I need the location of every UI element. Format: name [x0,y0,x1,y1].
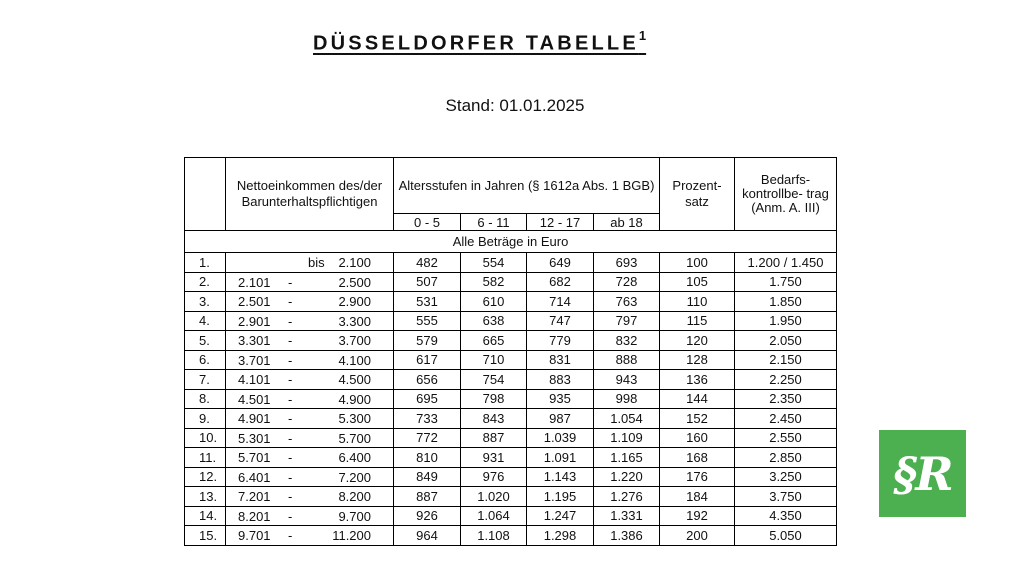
percent-value: 184 [660,487,735,507]
amount-age-12-17: 1.143 [527,467,594,487]
income-range [226,448,394,468]
income-bis: bis [308,255,325,270]
percent-value: 200 [660,526,735,546]
row-number: 4. [185,311,226,331]
income-to: 4.500 [338,372,371,387]
table-row [185,467,837,487]
table-row [185,311,837,331]
income-range [226,389,394,409]
income-dash: - [288,313,293,329]
income-range [226,487,394,507]
amount-age-6-11: 1.108 [461,526,527,546]
row-number: 8. [185,389,226,409]
amount-age-6-11: 754 [461,370,527,390]
header-age-groups: Altersstufen in Jahren (§ 1612a Abs. 1 BGB) [394,158,660,214]
age-col-2: 12 - 17 [527,214,594,231]
bedarf-value: 1.200 / 1.450 [735,253,837,273]
row-number: 2. [185,272,226,292]
row-number: 5. [185,331,226,351]
income-dash: - [288,294,293,309]
amount-age-6-11: 638 [461,311,527,331]
income-dash: - [288,391,293,407]
amount-age-6-11: 554 [461,253,527,273]
income-range [226,428,394,448]
amount-age-18: 1.386 [594,526,660,546]
amount-age-18: 1.331 [594,506,660,526]
income-to: 2.500 [338,274,371,290]
title-footnote: 1 [638,28,647,43]
income-range [226,311,394,331]
amount-age-6-11: 843 [461,409,527,429]
income-range [226,526,394,546]
bedarf-value: 5.050 [735,526,837,546]
amount-age-0-5: 695 [394,389,461,409]
bedarf-value: 1.950 [735,311,837,331]
income-dash: - [288,528,293,543]
row-number: 3. [185,292,226,312]
bedarf-value: 2.150 [735,350,837,370]
bedarf-value: 2.050 [735,331,837,351]
amount-age-0-5: 482 [394,253,461,273]
currency-note: Alle Beträge in Euro [185,231,837,253]
table-row [185,389,837,409]
amount-age-0-5: 507 [394,272,461,292]
amount-age-18: 998 [594,389,660,409]
income-from: 3.301 [238,333,271,348]
bedarf-value: 2.850 [735,448,837,468]
amount-age-18: 1.220 [594,467,660,487]
header-percent: Prozent- satz [660,158,735,231]
table-row [185,292,837,312]
amount-age-12-17: 1.091 [527,448,594,468]
age-col-3: ab 18 [594,214,660,231]
amount-age-0-5: 733 [394,409,461,429]
amount-age-18: 832 [594,331,660,351]
income-range [226,272,394,292]
amount-age-6-11: 798 [461,389,527,409]
amount-age-18: 693 [594,253,660,273]
amount-age-12-17: 1.247 [527,506,594,526]
income-to: 5.300 [338,411,371,426]
amount-age-0-5: 849 [394,467,461,487]
age-col-1: 6 - 11 [461,214,527,231]
header-bedarf: Bedarfs- kontrollbe- trag (Anm. A. III) [735,158,837,231]
amount-age-12-17: 935 [527,389,594,409]
income-from: 9.701 [238,528,271,543]
bedarf-value: 2.250 [735,370,837,390]
amount-age-12-17: 831 [527,350,594,370]
amount-age-12-17: 649 [527,253,594,273]
income-dash: - [288,508,293,524]
income-dash: - [288,489,293,504]
amount-age-18: 1.054 [594,409,660,429]
income-to: 11.200 [332,528,371,543]
title-text: DÜSSELDORFER TABELLE [313,32,639,55]
amount-age-18: 943 [594,370,660,390]
row-number: 1. [185,253,226,273]
row-number: 7. [185,370,226,390]
amount-age-6-11: 582 [461,272,527,292]
amount-age-18: 1.276 [594,487,660,507]
income-range [226,506,394,526]
income-from: 6.401 [238,469,271,485]
percent-value: 115 [660,311,735,331]
amount-age-12-17: 714 [527,292,594,312]
bedarf-value: 2.450 [735,409,837,429]
income-range [226,253,394,273]
percent-value: 144 [660,389,735,409]
percent-value: 110 [660,292,735,312]
income-from: 2.501 [238,294,271,309]
stand-date: Stand: 01.01.2025 [445,96,585,115]
percent-value: 168 [660,448,735,468]
duesseldorfer-table [184,157,837,546]
income-to: 4.900 [338,391,371,407]
income-from: 7.201 [238,489,271,504]
row-number: 12. [185,467,226,487]
income-dash: - [288,352,293,368]
logo-text: §R [893,446,952,501]
amount-age-6-11: 887 [461,428,527,448]
amount-age-18: 763 [594,292,660,312]
amount-age-12-17: 1.195 [527,487,594,507]
table-row [185,331,837,351]
bedarf-value: 2.350 [735,389,837,409]
income-range [226,292,394,312]
amount-age-18: 1.109 [594,428,660,448]
percent-value: 152 [660,409,735,429]
income-to: 3.300 [338,313,371,329]
amount-age-12-17: 1.039 [527,428,594,448]
percent-value: 120 [660,331,735,351]
table-row [185,253,837,273]
amount-age-6-11: 665 [461,331,527,351]
amount-age-0-5: 810 [394,448,461,468]
income-from: 8.201 [238,508,271,524]
amount-age-0-5: 926 [394,506,461,526]
amount-age-0-5: 579 [394,331,461,351]
income-to: 6.400 [338,450,371,465]
amount-age-6-11: 1.064 [461,506,527,526]
income-dash: - [288,430,293,446]
amount-age-12-17: 1.298 [527,526,594,546]
table-row [185,272,837,292]
bedarf-value: 1.750 [735,272,837,292]
percent-value: 160 [660,428,735,448]
row-number: 10. [185,428,226,448]
header-number [185,158,226,231]
percent-value: 100 [660,253,735,273]
table-row [185,448,837,468]
income-range [226,409,394,429]
income-range [226,350,394,370]
income-dash: - [288,411,293,426]
amount-age-12-17: 682 [527,272,594,292]
amount-age-18: 797 [594,311,660,331]
income-to: 4.100 [338,352,371,368]
table-row [185,487,837,507]
amount-age-6-11: 976 [461,467,527,487]
amount-age-0-5: 964 [394,526,461,546]
row-number: 6. [185,350,226,370]
income-to: 3.700 [338,333,371,348]
sr-logo [879,430,966,517]
row-number: 11. [185,448,226,468]
amount-age-6-11: 1.020 [461,487,527,507]
percent-value: 192 [660,506,735,526]
percent-value: 128 [660,350,735,370]
amount-age-18: 888 [594,350,660,370]
amount-age-12-17: 747 [527,311,594,331]
income-to: 9.700 [338,508,371,524]
income-range [226,467,394,487]
income-to: 2.100 [338,255,371,270]
bedarf-value: 4.350 [735,506,837,526]
header-income: Nettoeinkommen des/der Barunterhaltspflichtigen [226,158,394,231]
percent-value: 105 [660,272,735,292]
row-number: 14. [185,506,226,526]
income-from: 4.101 [238,372,271,387]
amount-age-6-11: 710 [461,350,527,370]
income-dash: - [288,469,293,485]
table-row [185,409,837,429]
income-from: 5.701 [238,450,271,465]
amount-age-18: 728 [594,272,660,292]
table-row [185,526,837,546]
amount-age-0-5: 887 [394,487,461,507]
table-row [185,350,837,370]
page-title [313,30,646,56]
row-number: 9. [185,409,226,429]
income-dash: - [288,333,293,348]
bedarf-value: 1.850 [735,292,837,312]
amount-age-6-11: 610 [461,292,527,312]
income-to: 8.200 [338,489,371,504]
table-row [185,370,837,390]
amount-age-0-5: 656 [394,370,461,390]
bedarf-value: 2.550 [735,428,837,448]
income-to: 2.900 [338,294,371,309]
bedarf-value: 3.750 [735,487,837,507]
income-from: 2.101 [238,274,271,290]
amount-age-12-17: 987 [527,409,594,429]
income-range [226,370,394,390]
amount-age-12-17: 779 [527,331,594,351]
income-dash: - [288,274,293,290]
amount-age-6-11: 931 [461,448,527,468]
amount-age-0-5: 617 [394,350,461,370]
amount-age-18: 1.165 [594,448,660,468]
amount-age-0-5: 531 [394,292,461,312]
income-from: 4.901 [238,411,271,426]
income-range [226,331,394,351]
bedarf-value: 3.250 [735,467,837,487]
row-number: 13. [185,487,226,507]
income-dash: - [288,372,293,387]
amount-age-12-17: 883 [527,370,594,390]
amount-age-0-5: 555 [394,311,461,331]
table-row [185,428,837,448]
income-to: 5.700 [338,430,371,446]
age-col-0: 0 - 5 [394,214,461,231]
income-to: 7.200 [338,469,371,485]
income-from: 4.501 [238,391,271,407]
percent-value: 136 [660,370,735,390]
income-from: 2.901 [238,313,271,329]
amount-age-0-5: 772 [394,428,461,448]
income-dash: - [288,450,293,465]
row-number: 15. [185,526,226,546]
income-from: 5.301 [238,430,271,446]
income-from: 3.701 [238,352,271,368]
percent-value: 176 [660,467,735,487]
table-row [185,506,837,526]
